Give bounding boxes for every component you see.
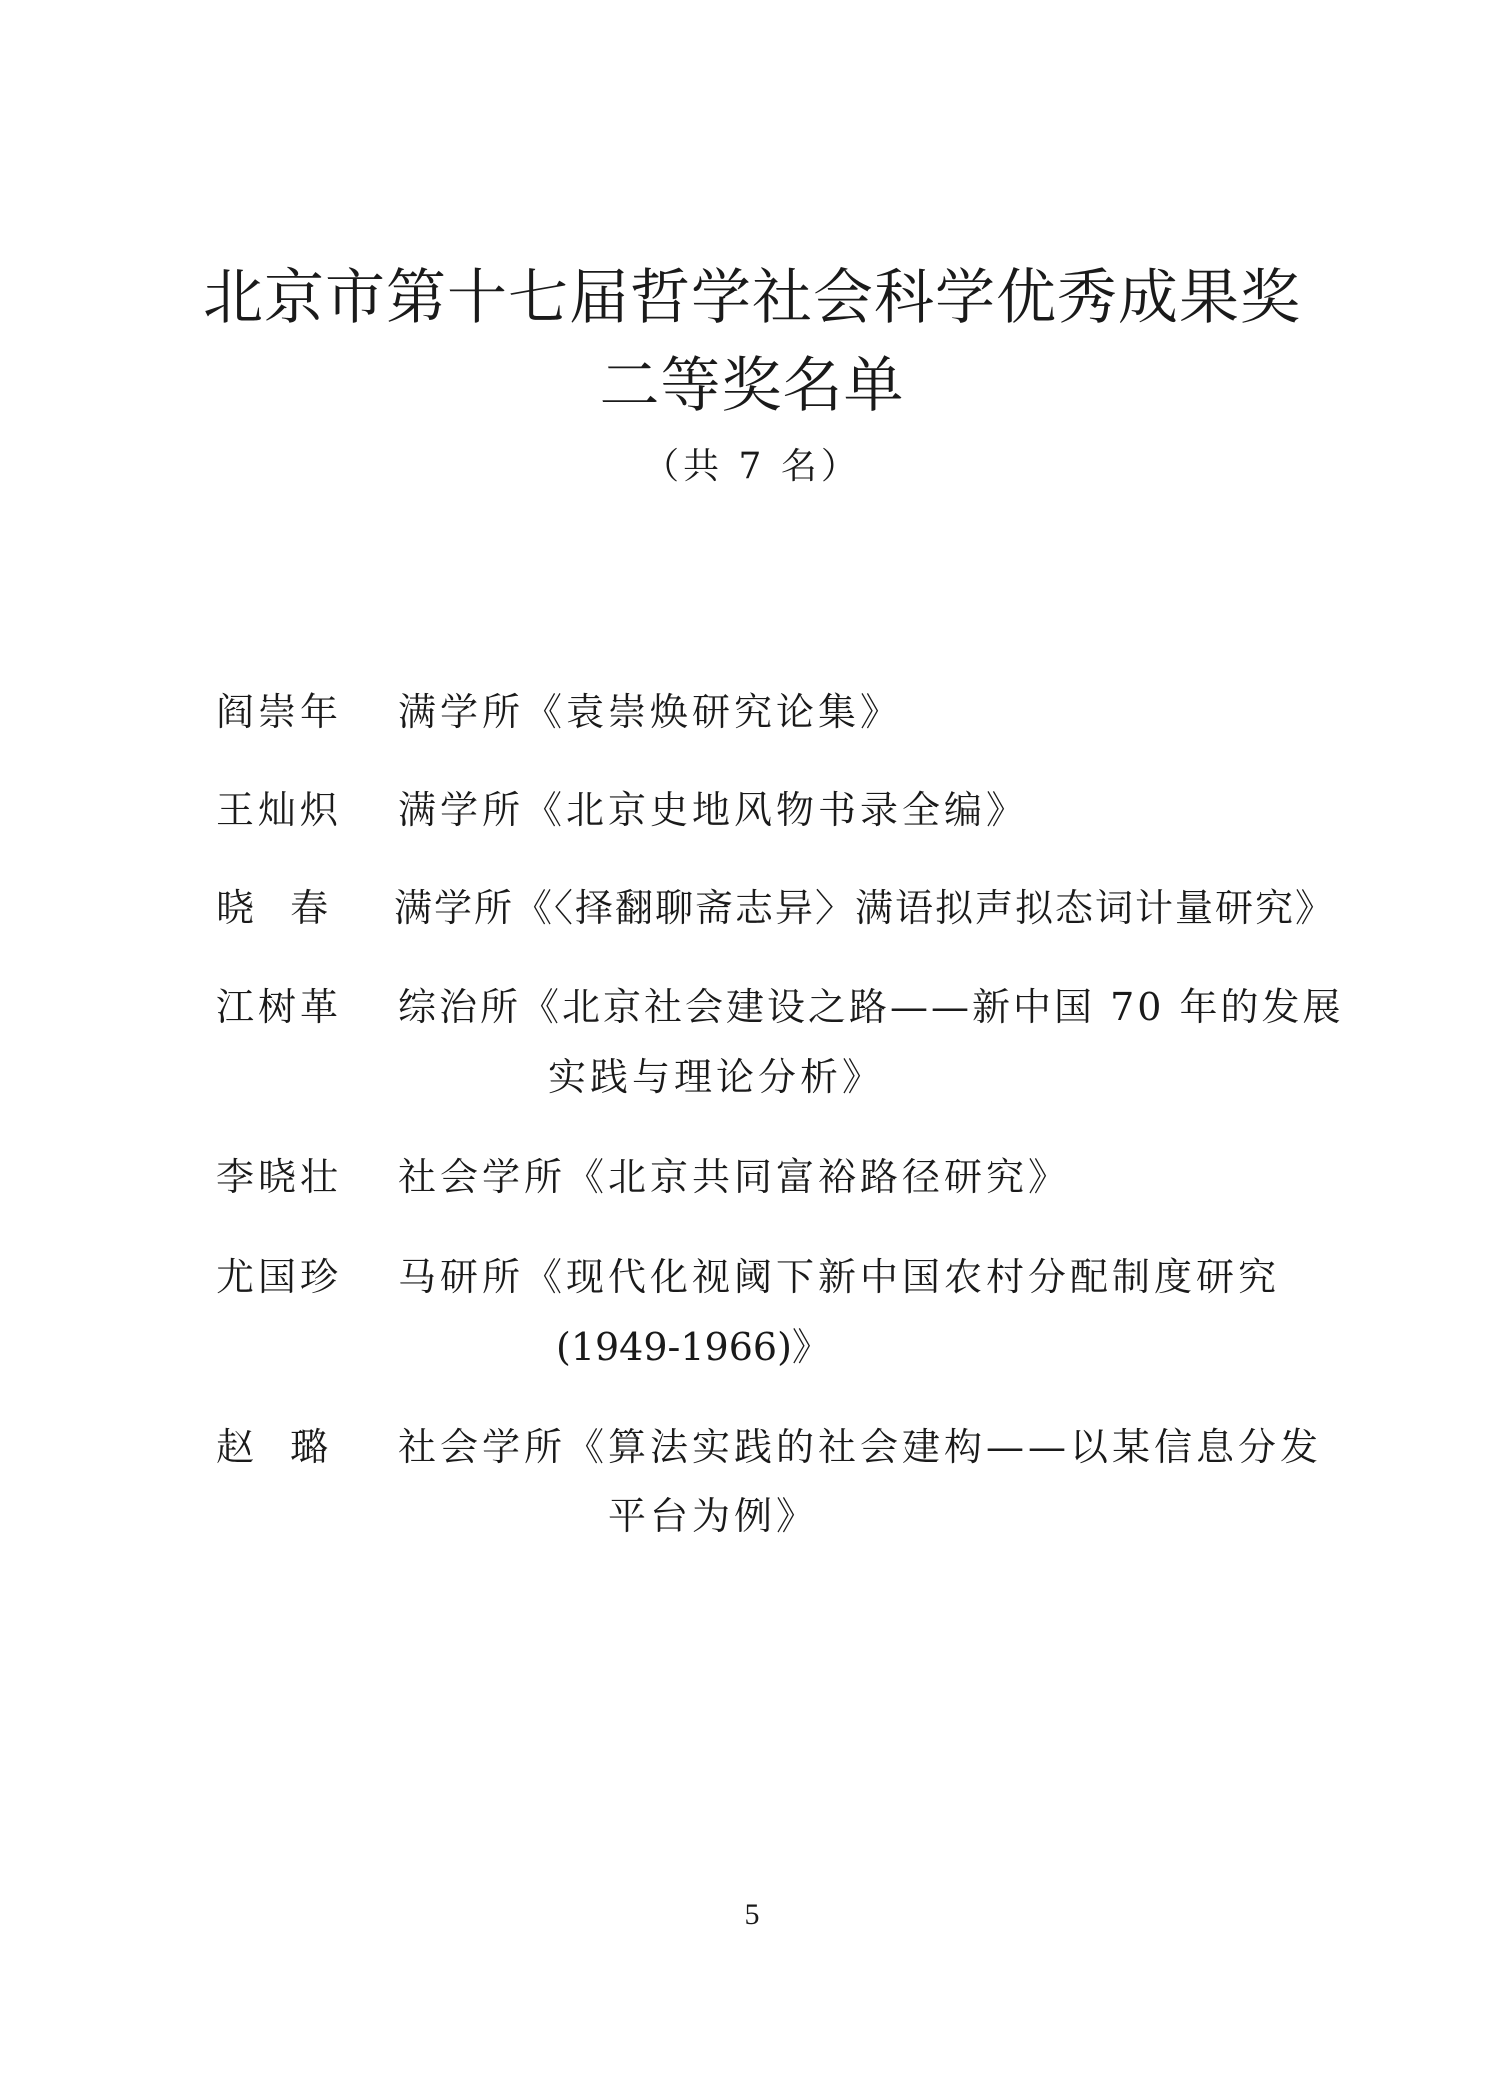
awardee-name: 江树革 bbox=[216, 985, 343, 1029]
page-number: 5 bbox=[744, 1898, 760, 1931]
awardee-name: 李晓壮 bbox=[216, 1155, 343, 1199]
work-title-continuation: (1949-1966)》 bbox=[556, 1325, 830, 1369]
work-title: 社会学所《算法实践的社会建构——以某信息分发 bbox=[398, 1425, 1323, 1469]
work-title-continuation: 实践与理论分析》 bbox=[548, 1055, 885, 1099]
document-title-line-2: 二等奖名单 bbox=[599, 351, 905, 421]
work-title: 满学所《北京史地风物书录全编》 bbox=[398, 788, 1029, 832]
work-title-continuation: 平台为例》 bbox=[608, 1494, 819, 1538]
award-count-note: （共 7 名） bbox=[643, 446, 861, 487]
awardee-name: 尤国珍 bbox=[216, 1255, 343, 1299]
work-title: 满学所《〈择翻聊斋志异〉满语拟声拟态词计量研究》 bbox=[394, 886, 1336, 930]
work-title: 满学所《袁崇焕研究论集》 bbox=[398, 690, 903, 734]
awardee-name: 赵 璐 bbox=[216, 1425, 333, 1469]
document-title-line-1: 北京市第十七届哲学社会科学优秀成果奖 bbox=[203, 263, 1301, 333]
work-title: 综治所《北京社会建设之路——新中国 70 年的发展 bbox=[398, 985, 1344, 1029]
awardee-name: 王灿炽 bbox=[216, 788, 343, 832]
work-title: 马研所《现代化视阈下新中国农村分配制度研究 bbox=[398, 1255, 1281, 1299]
awardee-name: 晓 春 bbox=[216, 886, 333, 930]
work-title: 社会学所《北京共同富裕路径研究》 bbox=[398, 1155, 1071, 1199]
awardee-name: 阎崇年 bbox=[216, 690, 343, 734]
